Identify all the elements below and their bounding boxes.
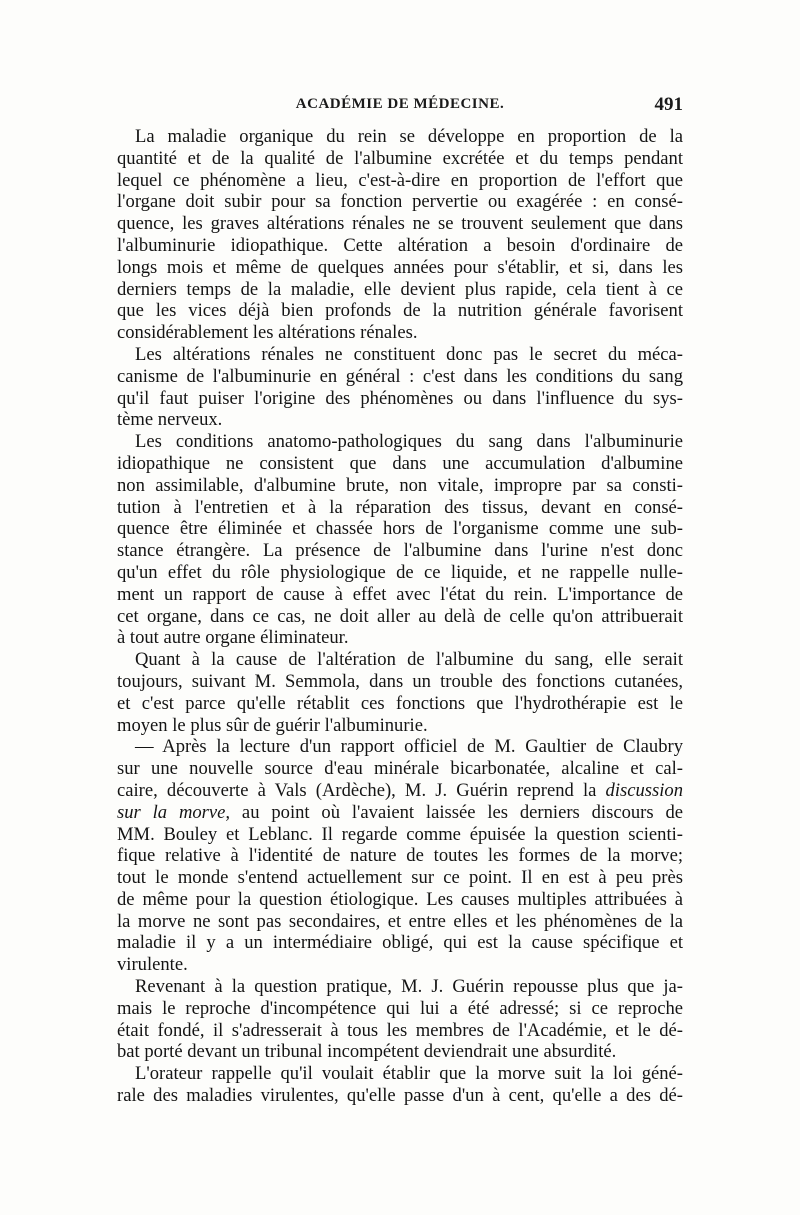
- line-text: derniers temps de la maladie, elle devient plus rapide, cela tient à ce: [117, 278, 683, 300]
- line-text: La maladie organique du rein se développe en proportion de la: [135, 126, 683, 147]
- text-line: [117, 540, 683, 562]
- line-text: quence être éliminée et chassée hors de l'organisme comme une sub-: [117, 518, 683, 540]
- line-text: Les altérations rénales ne constituent donc pas le secret du méca-: [135, 343, 683, 365]
- line-text: maladie il y a un intermédiaire obligé, qui est la cause spécifique et: [117, 932, 683, 954]
- line-text: tution à l'entretien et à la réparation des tissus, devant en consé-: [117, 496, 683, 518]
- page-number: 491: [654, 94, 683, 115]
- text-line: [117, 758, 683, 780]
- line-text: qu'il faut puiser l'origine des phénomènes ou dans l'influence du sys-: [117, 387, 683, 409]
- running-head: [117, 96, 683, 120]
- text-line: [117, 562, 683, 584]
- line-text: et c'est parce qu'elle rétablit ces fonctions que l'hydrothérapie est le: [117, 692, 683, 714]
- line-text: tème nerveux.: [117, 409, 223, 431]
- line-text: lequel ce phénomène a lieu, c'est-à-dire en proportion de l'effort que: [117, 169, 683, 191]
- line-text: longs mois et même de quelques années pour s'établir, et si, dans les: [117, 256, 683, 278]
- line-text: bat porté devant un tribunal incompétent deviendrait une absurdité.: [117, 1041, 617, 1063]
- text-line: [117, 780, 683, 802]
- text-line: [117, 976, 683, 998]
- text-line: [117, 584, 683, 606]
- text-line: [117, 1085, 683, 1107]
- text-line: [117, 867, 683, 889]
- text-line: [117, 170, 683, 192]
- text-line: [117, 649, 683, 671]
- text-line: [117, 300, 683, 322]
- line-text: était fondé, il s'adresserait à tous les membres de l'Académie, et le dé-: [117, 1019, 683, 1041]
- line-text: fique relative à l'identité de nature de toutes les formes de la morve;: [117, 845, 683, 867]
- line-text: la morve ne sont pas secondaires, et entre elles et les phénomènes de la: [117, 910, 683, 932]
- text-line: [117, 1041, 683, 1063]
- line-text: quantité et de la qualité de l'albumine excrétée et du temps pendant: [117, 147, 683, 169]
- line-text: L'orateur rappelle qu'il voulait établir que la morve suit la loi géné-: [135, 1063, 683, 1085]
- body-text: [117, 126, 683, 1107]
- line-text: rale des maladies virulentes, qu'elle passe d'un à cent, qu'elle a des dé-: [117, 1085, 683, 1107]
- text-line: [117, 431, 683, 453]
- text-line: [117, 1063, 683, 1085]
- text-line: [117, 366, 683, 388]
- line-text: Revenant à la question pratique, M. J. Guérin repousse plus que ja-: [135, 976, 683, 998]
- line-text: au point où l'avaient laissée les derniers discours de: [230, 801, 683, 823]
- text-line: [117, 802, 683, 824]
- text-line: [117, 213, 683, 235]
- text-line: [117, 889, 683, 911]
- text-line: [117, 148, 683, 170]
- line-text: quence, les graves altérations rénales ne se trouvent seulement que dans: [117, 213, 683, 235]
- line-text: MM. Bouley et Leblanc. Il regarde comme épuisée la question scienti-: [117, 823, 683, 845]
- text-line: [117, 322, 683, 344]
- text-line: [117, 257, 683, 279]
- line-text: que les vices déjà bien profonds de la nutrition générale favorisent: [117, 300, 683, 322]
- italic-text: discussion: [605, 779, 683, 801]
- line-text: l'albuminurie idiopathique. Cette altération a besoin d'ordinaire de: [117, 234, 683, 256]
- text-line: [117, 824, 683, 846]
- line-text: l'organe doit subir pour sa fonction pervertie ou exagérée : en consé-: [117, 191, 683, 213]
- text-line: [117, 475, 683, 497]
- line-text: Quant à la cause de l'altération de l'albumine du sang, elle serait: [135, 649, 683, 671]
- line-text: considérablement les altérations rénales.: [117, 322, 418, 344]
- text-line: [117, 191, 683, 213]
- line-text: ment un rapport de cause à effet avec l'état du rein. L'importance de: [117, 583, 683, 605]
- line-text: — Après la lecture d'un rapport officiel de M. Gaultier de Claubry: [135, 736, 683, 758]
- line-text: moyen le plus sûr de guérir l'albuminurie.: [117, 714, 428, 736]
- line-text: stance étrangère. La présence de l'albumine dans l'urine n'est donc: [117, 540, 683, 562]
- line-text: toujours, suivant M. Semmola, dans un trouble des fonctions cutanées,: [117, 670, 683, 692]
- line-text: mais le reproche d'incompétence qui lui a été adressé; si ce reproche: [117, 997, 683, 1019]
- text-line: [117, 998, 683, 1020]
- line-text: sur une nouvelle source d'eau minérale bicarbonatée, alcaline et cal-: [117, 758, 683, 780]
- line-text: canisme de l'albuminurie en général : c'est dans les conditions du sang: [117, 365, 683, 387]
- text-line: [117, 279, 683, 301]
- line-text: non assimilable, d'albumine brute, non vitale, impropre par sa consti-: [117, 474, 683, 496]
- text-line: [117, 497, 683, 519]
- text-line: [117, 845, 683, 867]
- text-line: [117, 235, 683, 257]
- line-text: cet organe, dans ce cas, ne doit aller au delà de celle qu'on attribuerait: [117, 605, 683, 627]
- text-line: [117, 627, 683, 649]
- line-text: virulente.: [117, 954, 188, 976]
- line-text: à tout autre organe éliminateur.: [117, 627, 349, 649]
- text-line: [117, 409, 683, 431]
- line-text: de même pour la question étiologique. Les causes multiples attribuées à: [117, 888, 683, 910]
- text-line: [117, 736, 683, 758]
- text-line: [117, 606, 683, 628]
- text-line: [117, 911, 683, 933]
- text-line: [117, 954, 683, 976]
- text-line: [117, 518, 683, 540]
- italic-text: sur la morve,: [117, 801, 231, 823]
- line-text: caire, découverte à Vals (Ardèche), M. J. Guérin reprend la: [117, 779, 606, 801]
- text-line: [117, 1020, 683, 1042]
- line-text: qu'un effet du rôle physiologique de ce liquide, et ne rappelle nulle-: [117, 561, 683, 583]
- text-line: [117, 932, 683, 954]
- text-line: [117, 693, 683, 715]
- text-line: [117, 126, 683, 148]
- line-text: Les conditions anatomo-pathologiques du sang dans l'albuminurie: [135, 431, 683, 453]
- line-text: tout le monde s'entend actuellement sur ce point. Il en est à peu près: [117, 867, 683, 889]
- text-line: [117, 671, 683, 693]
- header-title: ACADÉMIE DE MÉDECINE.: [295, 96, 505, 112]
- text-line: [117, 388, 683, 410]
- text-line: [117, 715, 683, 737]
- text-line: [117, 344, 683, 366]
- text-line: [117, 453, 683, 475]
- line-text: idiopathique ne consistent que dans une accumulation d'albumine: [117, 452, 683, 474]
